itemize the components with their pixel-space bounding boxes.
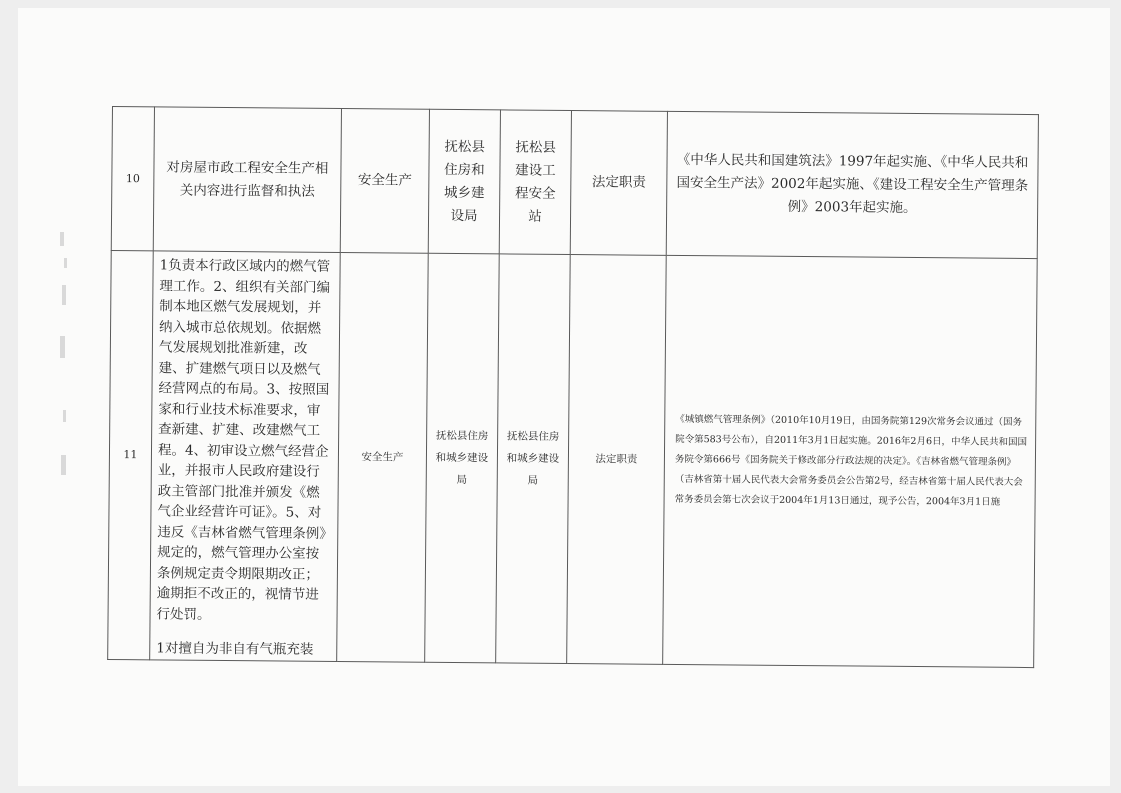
category-cell: 安全生产 — [340, 109, 429, 254]
duties-table — [107, 106, 1039, 668]
executor-cell: 抚松县建设工程安全站 — [499, 110, 571, 255]
matter-cell: 对房屋市政工程安全生产相关内容进行监督和执法 — [153, 107, 341, 253]
matter-text: 1负责本行政区域内的燃气管理工作。2、组织有关部门编制本地区燃气发展规划，并纳入城市总依规划。依据燃气发展规划批准新建，改建、扩建燃气项日以及燃气经营网点的布局。3、按照国家和行业技术标准要求，审查新建、扩建、改建燃气工程。4、初审设立燃气经营企业，并报市人民政府建设行政主管部门批准并颁发《燃气企业经营许可证》。5、对违反《吉林省燃气管理条例》规定的，燃气管理办公室按条例规定责令期限期改正；逾期拒不改正的，视情节进行处罚。 — [156, 257, 331, 623]
nature-cell: 法定职责 — [570, 111, 667, 256]
matter-next-text: 1对擅自为非自有气瓶充装 — [156, 640, 314, 658]
scan-artifact — [62, 285, 66, 305]
row-number: 11 — [108, 250, 154, 659]
executor-cell: 抚松县住房和城乡建设局 — [496, 254, 571, 663]
matter-cell — [150, 251, 341, 661]
table-row — [108, 250, 1038, 667]
authority-cell: 抚松县住房和城乡建设局 — [428, 109, 500, 254]
row-number: 10 — [111, 107, 154, 251]
nature-cell: 法定职责 — [567, 255, 667, 664]
table-row — [111, 107, 1038, 259]
scan-artifact — [64, 258, 67, 268]
legal-basis-cell: 《中华人民共和国建筑法》1997年起实施、《中华人民共和国安全生产法》2002年起实施、《建设工程安全生产管理条例》2003年起实施。 — [666, 111, 1038, 258]
category-cell: 安全生产 — [337, 252, 429, 661]
authority-cell: 抚松县住房和城乡建设局 — [425, 253, 500, 662]
paragraph-gap — [156, 624, 330, 640]
scan-artifact — [63, 410, 66, 422]
scan-artifact — [61, 455, 66, 475]
scan-artifact — [60, 336, 65, 358]
legal-basis-cell: 《城镇燃气管理条例》（2010年10月19日，由国务院第129次常务会议通过（国务院令第583号公布），自2011年3月1日起实施。2016年2月6日，中华人民共和国国务院令第666号《国务院关于修改部分行政法规的决定》。《吉林省燃气管理条例》（吉林省第十届人民代表大会常务委员会公告第2号，经吉林省第十届人民代表大会常务委员会第七次会议于2004年1月13日通过，现予公告，2004年3月1日施 — [663, 255, 1038, 667]
scan-artifact — [60, 232, 64, 246]
